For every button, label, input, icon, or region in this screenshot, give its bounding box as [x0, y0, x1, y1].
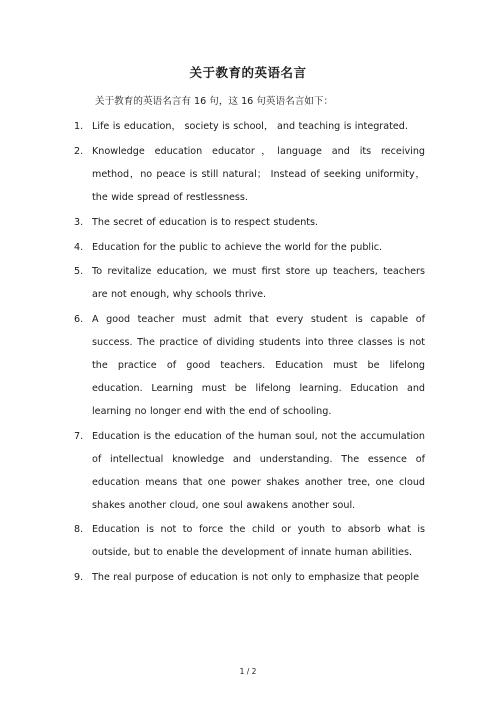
list-item — [0, 309, 496, 424]
list-item — [0, 261, 496, 307]
document-title: 关于教育的英语名言 — [189, 65, 307, 80]
list-item-text: Life is education， society is school， and teaching is integrated. — [92, 121, 408, 132]
list-item-text: Education for the public to achieve the world for the public. — [92, 241, 383, 253]
list-item-number: 6. — [74, 314, 84, 326]
list-item-text: The real purpose of education is not only to emphasize that people — [92, 572, 419, 584]
list-item — [0, 237, 496, 260]
list-item-number: 3. — [74, 216, 84, 228]
list-item-number: 1. — [74, 121, 84, 132]
list-item — [0, 212, 496, 235]
list-item-number: 7. — [74, 430, 84, 442]
list-item-text: Education is the education of the human soul, not the accumulation of intellectual knowledge and understanding. The essence of education means that one power shakes another tree, one cloud shakes another cloud, one soul awakens another soul. — [92, 430, 425, 511]
list-item — [0, 116, 496, 139]
intro-paragraph: 关于教育的英语名言有 16 句，这 16 句英语名言如下： — [95, 96, 334, 107]
list-item-text: A good teacher must admit that every student is capable of success. The practice of dividing students into three classes is not the practice of good teachers. Education must be lifelong education. Learning must be lifelong learning. Education and learning no longer end with the end of schooling. — [92, 314, 425, 417]
list-item — [0, 519, 496, 565]
list-item — [0, 567, 496, 590]
list-item-text: Knowledge education educator，language and its receiving method，no peace is still natural； Instead of seeking uniformity， the wide spread of restlessness. — [92, 145, 425, 203]
list-item-number: 4. — [74, 241, 84, 253]
list-item-number: 9. — [74, 572, 84, 584]
list-item-number: 2. — [74, 145, 84, 157]
page-number: 1 / 2 — [239, 667, 257, 676]
list-item-number: 8. — [74, 524, 84, 536]
list-item-text: The secret of education is to respect students. — [92, 216, 319, 228]
list-item — [0, 141, 496, 210]
list-item-text: Education is not to force the child or youth to absorb what is outside, but to enable the development of innate human abilities. — [92, 524, 425, 559]
quote-list — [0, 116, 496, 592]
list-item-text: To revitalize education, we must first store up teachers, teachers are not enough, why schools thrive. — [92, 266, 425, 301]
list-item — [0, 426, 496, 518]
list-item-number: 5. — [74, 266, 84, 278]
